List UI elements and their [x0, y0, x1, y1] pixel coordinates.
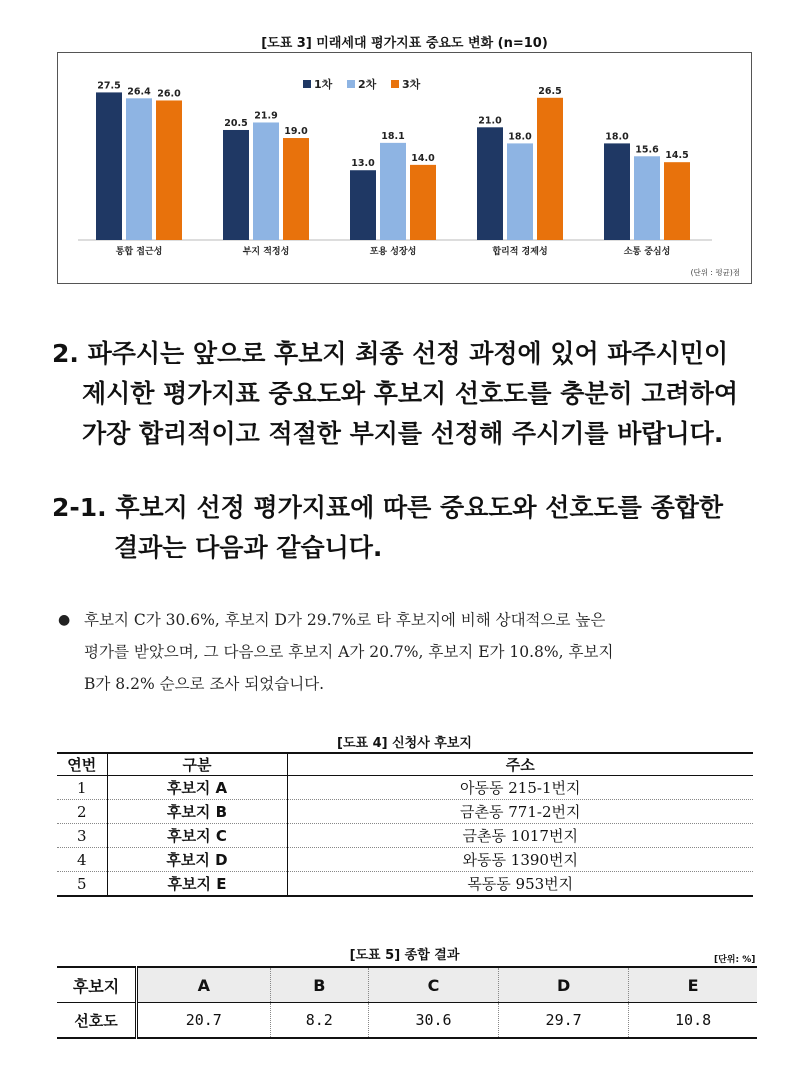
candidate-label: B [270, 967, 368, 1003]
bar-3차-소통 중심성 [664, 162, 690, 240]
cell-address: 금촌동 771-2번지 [287, 800, 753, 824]
candidate-label: E [629, 967, 757, 1003]
bar-value-label: 27.5 [97, 80, 121, 92]
table-row [57, 967, 757, 1003]
table-row [57, 1003, 757, 1039]
bar-value-label: 15.6 [635, 144, 659, 156]
cell-address: 아동동 215-1번지 [287, 776, 753, 800]
col-header-address: 주소 [287, 753, 753, 776]
cell-number: 2 [57, 800, 107, 824]
bar-1차-통합 접근성 [96, 92, 122, 240]
paragraph-line-1: 후보지 C가 30.6%, 후보지 D가 29.7%로 타 후보지에 비해 상대적으로 높은 [84, 611, 606, 629]
cell-candidate: 후보지 C [107, 824, 287, 848]
preference-value: 10.8 [629, 1003, 757, 1039]
cell-candidate: 후보지 A [107, 776, 287, 800]
cell-candidate: 후보지 D [107, 848, 287, 872]
bar-1차-합리적 경제성 [477, 127, 503, 240]
cell-address: 금촌동 1017번지 [287, 824, 753, 848]
table-row [57, 776, 753, 800]
preference-value: 29.7 [499, 1003, 629, 1039]
cell-number: 4 [57, 848, 107, 872]
candidate-label: A [137, 967, 271, 1003]
paragraph-line-2: 평가를 받았으며, 그 다음으로 후보지 A가 20.7%, 후보지 E가 10.8%, 후보지 [84, 643, 614, 661]
candidate-label: D [499, 967, 629, 1003]
bar-2차-합리적 경제성 [507, 143, 533, 240]
table-row [57, 800, 753, 824]
preference-value: 20.7 [137, 1003, 271, 1039]
bar-value-label: 18.0 [605, 131, 629, 143]
bar-1차-소통 중심성 [604, 143, 630, 240]
cell-address: 목동동 953번지 [287, 872, 753, 897]
bar-value-label: 20.5 [224, 117, 248, 129]
cell-number: 3 [57, 824, 107, 848]
candidate-label: C [369, 967, 499, 1003]
legend-swatch-1차 [303, 80, 311, 88]
table-row [57, 872, 753, 897]
legend-label: 1차 [314, 78, 333, 91]
bar-value-label: 21.0 [478, 115, 502, 127]
bar-value-label: 26.0 [157, 88, 181, 100]
category-label: 소통 중심성 [623, 247, 671, 257]
preference-value: 8.2 [270, 1003, 368, 1039]
bar-3차-통합 접근성 [156, 100, 182, 240]
figure3-caption: [도표 3] 미래세대 평가지표 중요도 변화 (n=10) [261, 36, 548, 51]
bar-value-label: 18.0 [508, 131, 532, 143]
legend-label: 2차 [358, 78, 377, 91]
heading2-line-3: 가장 합리적이고 적절한 부지를 선정해 주시기를 바랍니다. [82, 419, 724, 448]
bar-2차-부지 적정성 [253, 122, 279, 240]
table-row [57, 824, 753, 848]
legend-label: 3차 [402, 78, 421, 91]
overall-result-table [57, 966, 757, 1039]
candidate-sites-table [57, 752, 753, 897]
table5-caption: [도표 5] 종합 결과 [349, 948, 460, 963]
heading21-line-2: 결과는 다음과 같습니다. [114, 533, 383, 562]
chart-frame [57, 52, 752, 284]
category-label: 합리적 경제성 [492, 247, 548, 257]
bar-value-label: 26.4 [127, 86, 151, 98]
heading2-line-1: 2. 파주시는 앞으로 후보지 최종 선정 과정에 있어 파주시민이 [52, 339, 729, 368]
bar-value-label: 21.9 [254, 110, 278, 122]
table5-unit: [단위: %] [714, 955, 756, 965]
section-heading-2-1 [52, 488, 772, 568]
bullet-icon: ● [58, 612, 71, 628]
cell-candidate: 후보지 E [107, 872, 287, 897]
cell-number: 5 [57, 872, 107, 897]
table-header-row [57, 753, 753, 776]
bar-3차-부지 적정성 [283, 138, 309, 240]
bar-3차-포용 성장성 [410, 165, 436, 240]
bar-2차-포용 성장성 [380, 143, 406, 240]
preference-value: 30.6 [369, 1003, 499, 1039]
paragraph-line-3: B가 8.2% 순으로 조사 되었습니다. [84, 675, 325, 693]
bar-value-label: 14.0 [411, 152, 435, 164]
bar-1차-포용 성장성 [350, 170, 376, 240]
row-header-preference: 선호도 [57, 1003, 137, 1039]
bar-2차-소통 중심성 [634, 156, 660, 240]
legend-swatch-2차 [347, 80, 355, 88]
result-summary-paragraph [58, 604, 758, 700]
bar-value-label: 13.0 [351, 158, 375, 170]
table-row [57, 848, 753, 872]
legend-swatch-3차 [391, 80, 399, 88]
bar-1차-부지 적정성 [223, 130, 249, 240]
category-label: 통합 접근성 [115, 247, 163, 257]
chart-unit-label: (단위 : 평균)점 [690, 268, 740, 277]
category-label: 부지 적정성 [242, 247, 290, 257]
bar-value-label: 26.5 [538, 85, 562, 97]
col-header-type: 구분 [107, 753, 287, 776]
table4-caption: [도표 4] 신청사 후보지 [337, 736, 472, 751]
bar-value-label: 19.0 [284, 126, 308, 138]
cell-candidate: 후보지 B [107, 800, 287, 824]
bar-value-label: 18.1 [381, 130, 405, 142]
category-label: 포용 성장성 [369, 247, 417, 257]
cell-address: 와동동 1390번지 [287, 848, 753, 872]
heading21-line-1: 2-1. 후보지 선정 평가지표에 따른 중요도와 선호도를 종합한 [52, 493, 724, 522]
heading2-line-2: 제시한 평가지표 중요도와 후보지 선호도를 충분히 고려하여 [82, 379, 738, 408]
row-header-candidate: 후보지 [57, 967, 137, 1003]
bar-2차-통합 접근성 [126, 98, 152, 240]
importance-chart [58, 53, 751, 283]
bar-value-label: 14.5 [665, 150, 689, 162]
col-header-number: 연번 [57, 753, 107, 776]
section-heading-2 [52, 334, 772, 454]
cell-number: 1 [57, 776, 107, 800]
bar-3차-합리적 경제성 [537, 98, 563, 240]
